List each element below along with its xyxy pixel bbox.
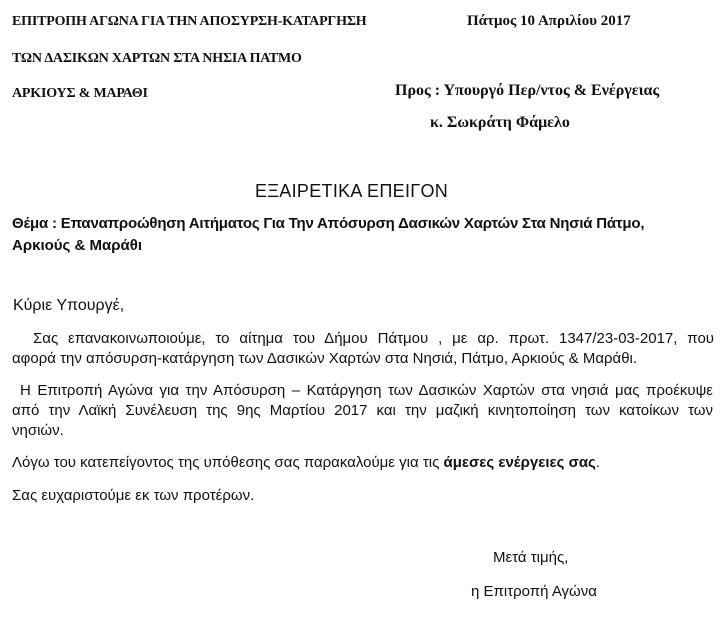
letter-date: Πάτμος 10 Απριλίου 2017 bbox=[467, 13, 631, 29]
paragraph-1-line-2: αφορά την απόσυρση-κατάργηση των Δασικών Χαρτών στα Νησιά, Πάτμο, Αρκιούς & Μαράθι. bbox=[12, 350, 638, 367]
sender-line-1: ΕΠΙΤΡΟΠΗ ΑΓΩΝΑ ΓΙΑ ΤΗΝ ΑΠΟΣΥΡΣΗ-ΚΑΤΑΡΓΗΣΗ bbox=[12, 14, 367, 29]
paragraph-3-end: . bbox=[595, 454, 601, 471]
recipient-line-2: κ. Σωκράτη Φάμελο bbox=[430, 114, 570, 131]
salutation: Κύριε Υπουργέ, bbox=[13, 297, 125, 314]
closing-signature: η Επιτροπή Αγώνα bbox=[471, 583, 597, 600]
paragraph-4: Σας ευχαριστούμε εκ των προτέρων. bbox=[12, 487, 255, 504]
recipient-line-1: Προς : Υπουργό Περ/ντος & Ενέργειας bbox=[395, 82, 660, 99]
paragraph-3 bbox=[12, 453, 600, 473]
paragraph-2-line-2: από την Λαϊκή Συνέλευση της 9ης Μαρτίου 2017 και την μαζική κινητοποίηση των κατοίκων των bbox=[12, 402, 713, 419]
paragraph-1-line-1: Σας επανακοινωποιούμε, το αίτημα του Δήμου Πάτμου , με αρ. πρωτ. 1347/23-03-2017, που bbox=[33, 330, 714, 347]
paragraph-2-line-3: νησιών. bbox=[12, 422, 64, 439]
paragraph-3-text: Λόγω του κατεπείγοντος της υπόθεσης σας παρακαλούμε για τις bbox=[12, 454, 444, 471]
sender-line-3: ΑΡΚΙΟΥΣ & ΜΑΡΑΘΙ bbox=[12, 86, 148, 101]
paragraph-2-line-1: Η Επιτροπή Αγώνα για την Απόσυρση – Κατάργηση των Δασικών Χαρτών στα νησιά μας προέκυψε bbox=[20, 382, 713, 399]
closing-regards: Μετά τιμής, bbox=[493, 549, 569, 566]
subject-line-1: Θέμα : Επαναπροώθηση Αιτήματος Για Την Απόσυρση Δασικών Χαρτών Στα Νησιά Πάτμο, bbox=[12, 215, 645, 232]
sender-line-2: ΤΩΝ ΔΑΣΙΚΩΝ ΧΑΡΤΩΝ ΣΤΑ ΝΗΣΙΑ ΠΑΤΜΟ bbox=[12, 51, 302, 66]
paragraph-3-emphasis: άμεσες ενέργειες σας bbox=[443, 454, 596, 471]
subject-line-2: Αρκιούς & Μαράθι bbox=[12, 237, 142, 254]
urgency-heading: ΕΞΑΙΡΕΤΙΚΑ ΕΠΕΙΓΟΝ bbox=[255, 181, 449, 201]
